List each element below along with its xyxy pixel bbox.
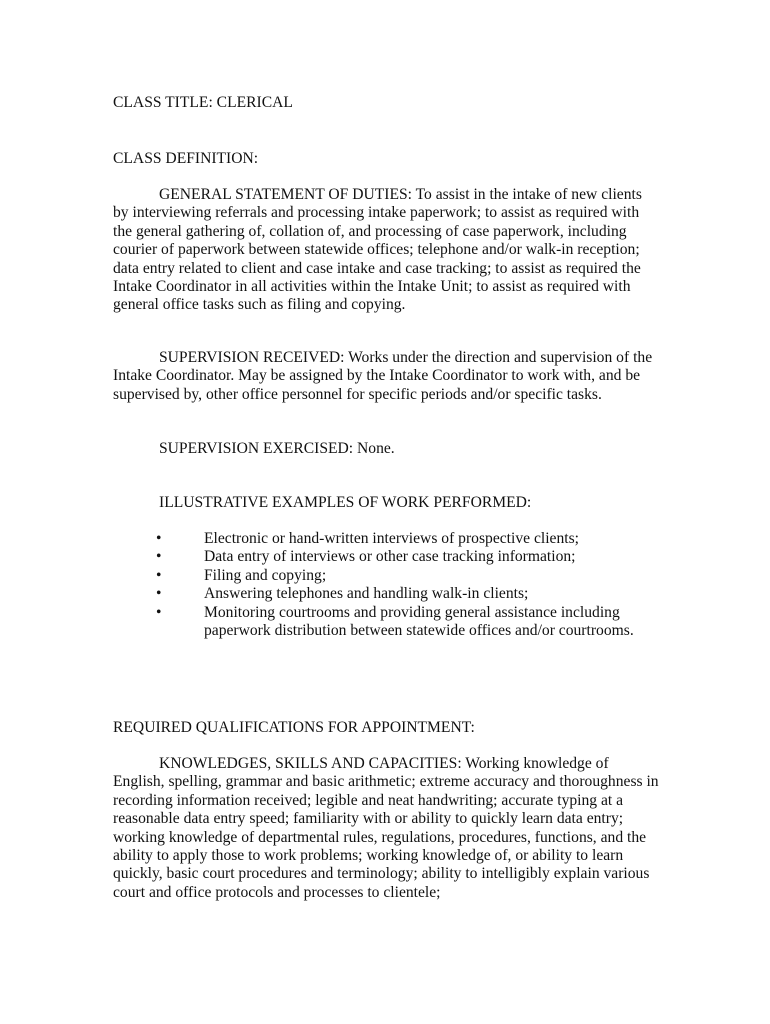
supervision-received-paragraph — [113, 349, 661, 404]
supervision-exercised-paragraph — [113, 440, 661, 458]
list-item-text: Monitoring courtrooms and providing general assistance including paperwork distribution between statewide offices and/or courtrooms. — [204, 603, 634, 640]
list-item — [113, 530, 664, 548]
supervision-exercised-text: SUPERVISION EXERCISED: None. — [159, 440, 395, 457]
bullet-icon: • — [156, 530, 162, 547]
knowledges-text: KNOWLEDGES, SKILLS AND CAPACITIES: Working knowledge of English, spelling, grammar and basic arithmetic; extreme accuracy and thoroughness in recording information received; legible and neat handwriting; accurate typing at a reasonable data entry speed; familiarity with or ability to quickly learn data entry; working knowledge of departmental rules, regulations, procedures, functions, and the ability to apply those to work problems; working knowledge of, or ability to learn quickly, basic court procedures and terminology; ability to intelligibly explain various court and office protocols and processes to clientele; — [113, 755, 659, 901]
examples-list — [113, 530, 673, 640]
general-statement-text: GENERAL STATEMENT OF DUTIES: To assist in the intake of new clients by interviewing referrals and processing intake paperwork; to assist as required with the general gathering of, collation of, and processing of case paperwork, including courier of paperwork between statewide offices; telephone and/or walk-in reception; data entry related to client and case intake and case tracking; to assist as required the Intake Coordinator in all activities within the Intake Unit; to assist as required with general office tasks such as filing and copying. — [113, 186, 642, 314]
list-item — [113, 604, 664, 641]
examples-heading: ILLUSTRATIVE EXAMPLES OF WORK PERFORMED: — [159, 494, 532, 511]
list-item — [113, 585, 664, 603]
knowledges-paragraph — [113, 755, 661, 902]
class-definition-heading: CLASS DEFINITION: — [113, 150, 259, 167]
list-item — [113, 567, 664, 585]
list-item-text: Data entry of interviews or other case tracking information; — [204, 548, 576, 566]
bullet-icon: • — [156, 566, 162, 584]
list-item-text: Electronic or hand-written interviews of prospective clients; — [204, 530, 579, 547]
bullet-icon: • — [156, 603, 162, 621]
qualifications-heading: REQUIRED QUALIFICATIONS FOR APPOINTMENT: — [113, 719, 475, 736]
bullet-icon: • — [156, 585, 162, 603]
examples-heading-paragraph — [113, 494, 661, 512]
supervision-received-text: SUPERVISION RECEIVED: Works under the direction and supervision of the Intake Coordinator. May be assigned by the Intake Coordinator to work with, and be supervised by, other office personnel for specific periods and/or specific tasks. — [113, 349, 653, 403]
list-item-text: Answering telephones and handling walk-in clients; — [204, 585, 529, 603]
list-item-text: Filing and copying; — [204, 566, 327, 584]
class-title: CLASS TITLE: CLERICAL — [113, 94, 293, 111]
list-item — [113, 548, 664, 566]
bullet-icon: • — [156, 548, 162, 566]
general-statement-paragraph — [113, 186, 661, 315]
